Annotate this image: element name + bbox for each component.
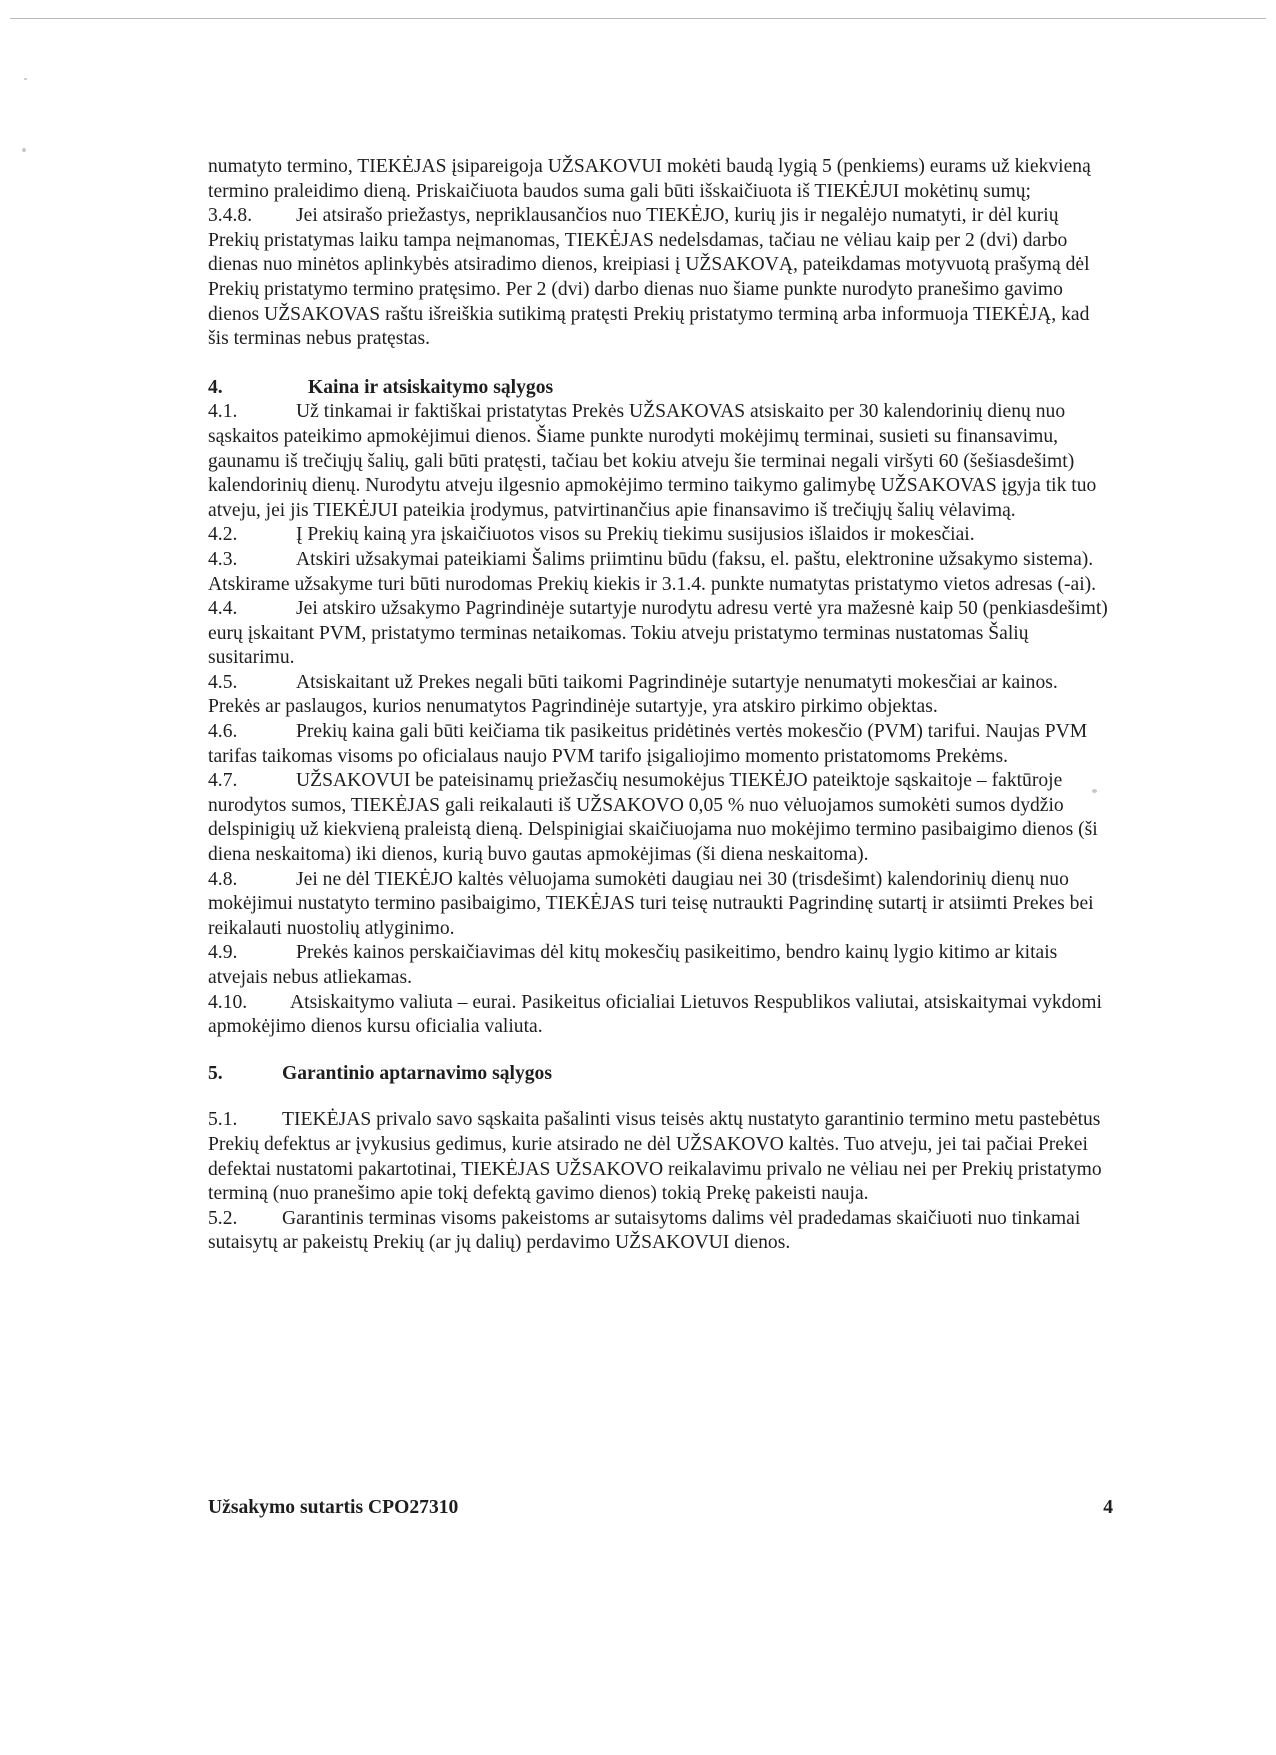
- clause-5-1: [208, 1108, 1113, 1206]
- clause-text: TIEKĖJAS privalo savo sąskaita pašalinti visus teisės aktų nustatyto garantinio termino metu pastebėtus Prekių defektus ar įvykusius gedimus, kurie atsirado ne dėl UŽSAKOVO kaltės. Tuo atveju, jei tai pačiai Prekei defektai nustatomi pakartotinai, TIEKĖJAS UŽSAKOVO reikalavimu privalo ne vėliau nei per Prekių pristatymo terminą (nuo pranešimo apie tokį defektą gavimo dienos) tokią Prekę pakeisti nauja.: [208, 1109, 1102, 1205]
- clause-number: 5.2.: [208, 1207, 238, 1229]
- clause-text: Atskiri užsakymai pateikiami Šalims priimtinu būdu (faksu, el. paštu, elektronine užsakymo sistema). Atskirame užsakyme turi būti nurodomas Prekių kiekis ir 3.1.4. punkte numatytas pristatymo vietos adresas (-ai).: [208, 548, 1097, 595]
- clause-4-6: [208, 720, 1113, 769]
- clause-3-4-8: [208, 204, 1113, 352]
- scan-top-edge-line: [10, 18, 1266, 19]
- clause-number: 4.10.: [208, 991, 248, 1013]
- clause-text: Garantinis terminas visoms pakeistoms ar sutaisytoms dalims vėl pradedamas skaičiuoti nuo tinkamai sutaisytų ar pakeistų Prekių (ar jų dalių) perdavimo UŽSAKOVUI dienos.: [208, 1207, 1081, 1254]
- clause-number: 4.5.: [208, 671, 238, 693]
- scan-speck: [24, 78, 27, 80]
- section-title: Kaina ir atsiskaitymo sąlygos: [308, 376, 554, 398]
- section-5-heading: [208, 1062, 1113, 1087]
- clause-4-4: [208, 597, 1113, 671]
- clause-number: 4.4.: [208, 598, 238, 620]
- spacer: [208, 1040, 1113, 1062]
- clause-number: 4.2.: [208, 524, 238, 546]
- clause-text: Jei atskiro užsakymo Pagrindinėje sutartyje nurodytu adresu vertė yra mažesnė kaip 50 (penkiasdešimt) eurų įskaitant PVM, pristatymo terminas netaikomas. Tokiu atveju pristatymo terminas nustatomas Šalių susitarimu.: [208, 598, 1108, 669]
- section-number: 4.: [208, 376, 223, 398]
- clause-text: Atsiskaitant už Prekes negali būti taikomi Pagrindinėje sutartyje nenumatyti mokesčiai ar kainos. Prekės ar paslaugos, kurios nenumatytos Pagrindinėje sutartyje, yra atskiro pirkimo objektas.: [208, 671, 1058, 718]
- clause-text: Jei ne dėl TIEKĖJO kaltės vėluojama sumokėti daugiau nei 30 (trisdešimt) kalendorinių dienų nuo mokėjimui nustatyto termino pasibaigimo, TIEKĖJAS turi teisę nutraukti Pagrindinę sutartį ir atsiimti Prekes bei reikalauti nuostolių atlyginimo.: [208, 868, 1094, 939]
- clause-4-5: [208, 671, 1113, 720]
- clause-number: 4.7.: [208, 770, 238, 792]
- clause-text: UŽSAKOVUI be pateisinamų priežasčių nesumokėjus TIEKĖJO pateiktoje sąskaitoje – faktūroje nurodytos sumos, TIEKĖJAS gali reikalauti iš UŽSAKOVO 0,05 % nuo vėluojamos sumokėti sumos dydžio delspinigių už kiekvieną praleistą dieną. Delspinigiai skaičiuojama nuo mokėjimo termino pasibaigimo dienos (ši diena neskaitoma) iki dienos, kurią buvo gautas apmokėjimas (ši diena neskaitoma).: [208, 770, 1098, 866]
- clause-4-3: [208, 548, 1113, 597]
- clause-text: Už tinkamai ir faktiškai pristatytas Prekės UŽSAKOVAS atsiskaito per 30 kalendorinių dienų nuo sąskaitos pateikimo apmokėjimui dienos. Šiame punkte nurodyti mokėjimų terminai, susieti su finansavimu, gaunamu iš trečiųjų šalių, gali būti pratęsti, tačiau bet kokiu atveju šie terminai negali viršyti 60 (šešiasdešimt) kalendorinių dienų. Nurodytu atveju ilgesnio apmokėjimo termino taikymo galimybę UŽSAKOVAS įgyja tik tuo atveju, jei jis TIEKĖJUI pateikia įrodymus, patvirtinančius apie finansavimo iš trečiųjų šalių vėlavimą.: [208, 401, 1097, 521]
- footer-title: Užsakymo sutartis CPO27310: [208, 1497, 459, 1518]
- section-title: Garantinio aptarnavimo sąlygos: [282, 1062, 552, 1084]
- clause-number: 4.1.: [208, 401, 238, 423]
- clause-number: 4.9.: [208, 942, 238, 964]
- section-number: 5.: [208, 1062, 223, 1084]
- clause-number: 3.4.8.: [208, 205, 253, 227]
- clause-text: Atsiskaitymo valiuta – eurai. Pasikeitus oficialiai Lietuvos Respublikos valiutai, atsiskaitymai vykdomi apmokėjimo dienos kursu oficialia valiuta.: [208, 991, 1102, 1038]
- clause-number: 4.3.: [208, 548, 238, 570]
- clause-number: 4.8.: [208, 868, 238, 890]
- clause-text: Jei atsirašo priežastys, nepriklausančios nuo TIEKĖJO, kurių jis ir negalėjo numatyti, ir dėl kurių Prekių pristatymas laiku tampa neįmanomas, TIEKĖJAS nedelsdamas, tačiau ne vėliau kaip per 2 (dvi) darbo dienas nuo minėtos aplinkybės atsiradimo dienos, kreipiasi į UŽSAKOVĄ, pateikdamas motyvuotą prašymą dėl Prekių pristatymo termino pratęsimo. Per 2 (dvi) darbo dienas nuo šiame punkte nurodyto pranešimo gavimo dienos UŽSAKOVAS raštu išreiškia sutikimą pratęsti Prekių pristatymo terminą arba informuoja TIEKĖJĄ, kad šis terminas nebus pratęstas.: [208, 205, 1090, 350]
- clause-5-2: [208, 1207, 1113, 1256]
- clause-number: 5.1.: [208, 1109, 238, 1131]
- clause-number: 4.6.: [208, 721, 238, 743]
- section-4-heading: [208, 376, 1113, 401]
- clause-4-2: [208, 523, 1113, 548]
- clause-4-8: [208, 868, 1113, 942]
- clause-text: Prekės kainos perskaičiavimas dėl kitų mokesčių pasikeitimo, bendro kainų lygio kitimo ar kitais atvejais nebus atliekamas.: [208, 942, 1058, 988]
- spacer: [208, 1086, 1113, 1108]
- clause-text: Prekių kaina gali būti keičiama tik pasikeitus pridėtinės vertės mokesčio (PVM) tarifui. Naujas PVM tarifas taikomas visoms po oficialaus naujo PVM tarifo įsigaliojimo momento pristatomoms Prekėms.: [208, 721, 1088, 767]
- clause-4-7: [208, 769, 1113, 867]
- clause-4-10: [208, 991, 1113, 1040]
- page-footer: [208, 1497, 1113, 1519]
- clause-4-9: [208, 941, 1113, 990]
- document-page: [208, 155, 1113, 1256]
- page-number: 4: [1103, 1497, 1113, 1518]
- intro-paragraph: numatyto termino, TIEKĖJAS įsipareigoja UŽSAKOVUI mokėti baudą lygią 5 (penkiems) eurams už kiekvieną termino praleidimo dieną. Priskaičiuota baudos suma gali būti išskaičiuota iš TIEKĖJUI mokėtinų sumų;: [208, 156, 1091, 202]
- clause-text: Į Prekių kainą yra įskaičiuotos visos su Prekių tiekimu susijusios išlaidos ir mokesčiai.: [296, 524, 975, 546]
- clause-4-1: [208, 400, 1113, 523]
- spacer: [208, 352, 1113, 376]
- scan-speck: [22, 148, 26, 152]
